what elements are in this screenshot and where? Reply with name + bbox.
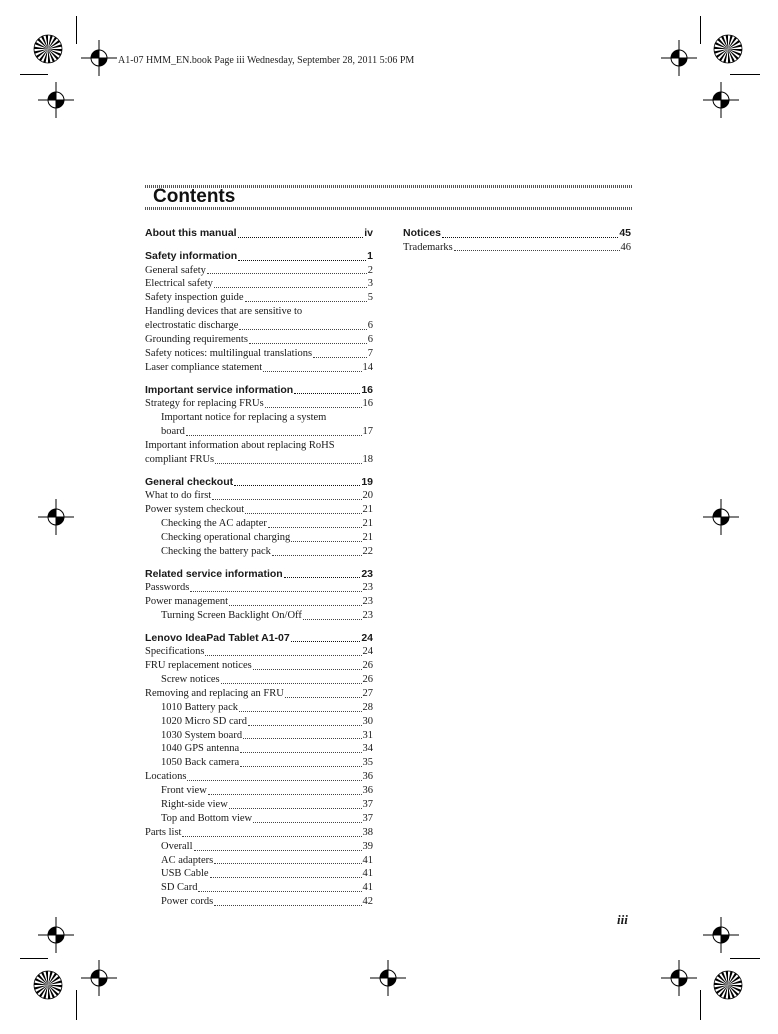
starburst-bottom-left	[32, 969, 64, 1001]
toc-entry-grounding[interactable]: Grounding requirements 6	[145, 333, 373, 345]
page-title: Contents	[153, 186, 236, 207]
registration-mark-right-upper	[703, 82, 739, 118]
toc-entry-backlight[interactable]: Turning Screen Backlight On/Off 23	[161, 609, 373, 621]
toc-entry-ac-adapter[interactable]: Checking the AC adapter 21	[161, 517, 373, 529]
crop-line-bottom-right-h	[730, 958, 760, 959]
crop-line-top-left-v	[76, 16, 77, 44]
toc-entry-notice-line1[interactable]: Important notice for replacing a system	[161, 412, 327, 424]
toc-entry-gps-1040[interactable]: 1040 GPS antenna 34	[161, 743, 373, 755]
toc-entry-related-service[interactable]: Related service information 23	[145, 567, 373, 580]
registration-mark-left-upper	[38, 82, 74, 118]
print-slug: A1-07 HMM_EN.book Page iii Wednesday, September 28, 2011 5:06 PM	[118, 55, 415, 66]
toc-entry-notices[interactable]: Notices 45	[403, 227, 631, 239]
toc-entry-inspection-guide[interactable]: Safety inspection guide 5	[145, 292, 373, 304]
toc-entry-screw-notices[interactable]: Screw notices 26	[161, 673, 373, 685]
toc-section-important-service	[145, 383, 373, 467]
toc-entry-important-service[interactable]: Important service information 16	[145, 383, 373, 396]
toc-entry-strategy[interactable]: Strategy for replacing FRUs 16	[145, 398, 373, 410]
toc-entry-about[interactable]: About this manual iv	[145, 227, 373, 239]
toc-entry-right-view[interactable]: Right-side view 37	[161, 799, 373, 810]
crop-line-top-right-v	[700, 16, 701, 44]
toc-entry-top-bottom-view[interactable]: Top and Bottom view 37	[161, 812, 373, 824]
toc-entry-ideapad[interactable]: Lenovo IdeaPad Tablet A1-07 24	[145, 631, 373, 644]
page-number: iii	[617, 912, 628, 927]
toc-entry-rohs-line1[interactable]: Important information about replacing RoHS	[145, 439, 335, 451]
toc-entry-general-safety[interactable]: General safety 2	[145, 264, 373, 276]
toc-entry-esd-line1[interactable]: Handling devices that are sensitive to	[145, 306, 303, 318]
starburst-bottom-right	[712, 969, 744, 1001]
toc-entry-ac-adapters[interactable]: AC adapters 41	[161, 854, 373, 866]
toc-entry-overall[interactable]: Overall 39	[161, 840, 373, 852]
toc-entry-laser[interactable]: Laser compliance statement 14	[145, 361, 373, 373]
toc-entry-sd-card[interactable]: SD Card 41	[161, 882, 373, 894]
toc-entry-power-cords[interactable]: Power cords 42	[161, 896, 373, 908]
toc-entry-notice-line2[interactable]: board 17	[161, 425, 373, 437]
toc-section-safety	[145, 249, 373, 375]
registration-mark-right-middle	[703, 499, 739, 535]
toc-right-column	[403, 226, 631, 262]
crop-line-bottom-left-h	[20, 958, 48, 959]
toc-section-about	[145, 226, 373, 241]
toc-entry-rohs-line2[interactable]: compliant FRUs 18	[145, 453, 373, 465]
crop-line-bottom-right-v	[700, 990, 701, 1020]
toc-entry-power-checkout[interactable]: Power system checkout 21	[145, 503, 373, 515]
toc-left-column	[145, 226, 373, 917]
crop-line-top-right-h	[730, 74, 760, 75]
registration-mark-left-lower	[38, 917, 74, 953]
toc-entry-battery-pack-check[interactable]: Checking the battery pack 22	[161, 545, 373, 557]
toc-entry-sd-1020[interactable]: 1020 Micro SD card 30	[161, 715, 373, 727]
toc-entry-front-view[interactable]: Front view 36	[161, 785, 373, 797]
toc-entry-removing-fru[interactable]: Removing and replacing an FRU 27	[145, 687, 373, 699]
toc-entry-fru-notices[interactable]: FRU replacement notices 26	[145, 660, 373, 672]
registration-mark-bottom-right	[661, 960, 697, 996]
toc-entry-specifications[interactable]: Specifications 24	[145, 646, 373, 658]
toc-entry-passwords[interactable]: Passwords 23	[145, 582, 373, 594]
crop-line-top-left-h	[20, 74, 48, 75]
title-rule-bottom	[145, 207, 632, 210]
toc-entry-board-1030[interactable]: 1030 System board 31	[161, 729, 373, 741]
registration-mark-right-lower	[703, 917, 739, 953]
toc-entry-parts-list[interactable]: Parts list 38	[145, 826, 373, 838]
starburst-top-left	[32, 33, 64, 65]
toc-section-ideapad	[145, 631, 373, 909]
toc-entry-locations[interactable]: Locations 36	[145, 771, 373, 783]
toc-entry-trademarks[interactable]: Trademarks 46	[403, 241, 631, 253]
starburst-top-right	[712, 33, 744, 65]
toc-entry-what-to-do[interactable]: What to do first 20	[145, 490, 373, 502]
toc-section-related-service	[145, 567, 373, 623]
registration-mark-bottom-center	[370, 960, 406, 996]
toc-section-general-checkout	[145, 475, 373, 559]
toc-entry-power-management[interactable]: Power management 23	[145, 595, 373, 607]
registration-mark-left-middle	[38, 499, 74, 535]
toc-entry-usb-cable[interactable]: USB Cable 41	[161, 868, 373, 880]
registration-mark-bottom-left	[81, 960, 117, 996]
toc-entry-operational-charging[interactable]: Checking operational charging 21	[161, 531, 373, 543]
toc-entry-esd-line2[interactable]: electrostatic discharge 6	[145, 320, 373, 332]
toc-entry-electrical-safety[interactable]: Electrical safety 3	[145, 278, 373, 290]
toc-entry-general-checkout[interactable]: General checkout 19	[145, 475, 373, 488]
crop-line-bottom-left-v	[76, 990, 77, 1020]
toc-entry-multilingual[interactable]: Safety notices: multilingual translations 7	[145, 347, 373, 359]
toc-section-notices	[403, 226, 631, 254]
toc-entry-safety[interactable]: Safety information 1	[145, 250, 373, 262]
registration-mark-top-left	[81, 40, 117, 76]
toc-entry-battery-1010[interactable]: 1010 Battery pack 28	[161, 701, 373, 713]
registration-mark-top-right	[661, 40, 697, 76]
toc-entry-camera-1050[interactable]: 1050 Back camera 35	[161, 757, 373, 769]
